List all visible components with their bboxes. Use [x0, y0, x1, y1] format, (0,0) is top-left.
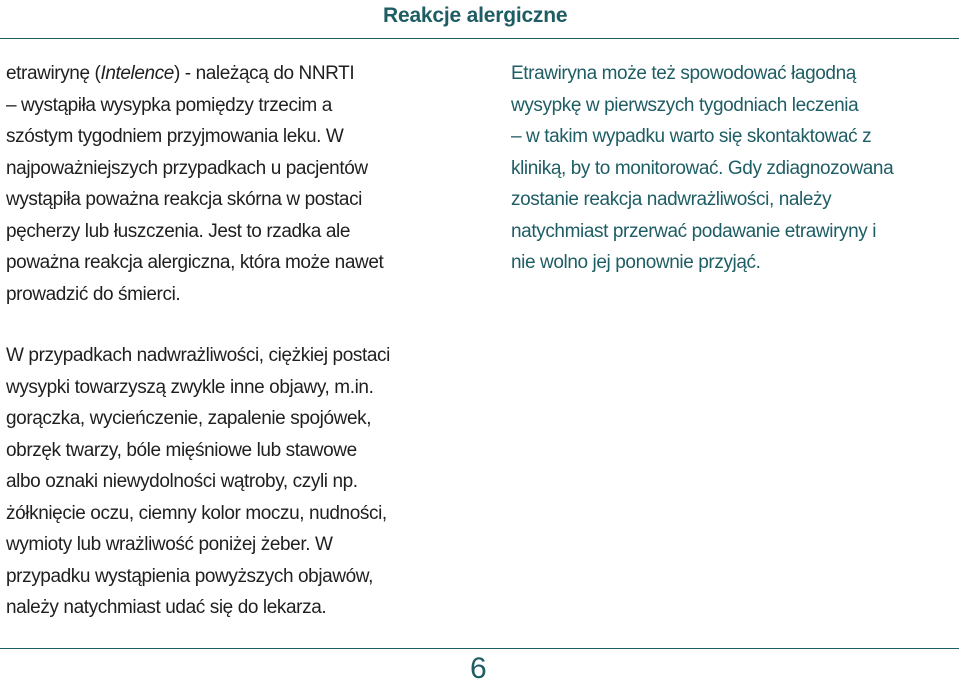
paragraph-line: natychmiast przerwać podawanie etrawiryny i — [511, 220, 877, 242]
brand-name: Intelence — [100, 63, 174, 84]
paragraph-line: – wystąpiła wysypka pomiędzy trzecim a — [6, 94, 332, 116]
paragraph-line: prowadzić do śmierci. — [6, 283, 181, 305]
line-text: etrawirynę ( — [6, 63, 101, 84]
paragraph-line: zostanie reakcja nadwrażliwości, należy — [511, 189, 832, 210]
paragraph-line: – w takim wypadku warto się skontaktować z — [511, 126, 872, 147]
paragraph-line: W przypadkach nadwrażliwości, ciężkiej postaci — [6, 345, 390, 366]
paragraph-line: poważna reakcja alergiczna, która może nawet — [6, 252, 384, 273]
paragraph-line: Etrawiryna może też spowodować łagodną — [511, 63, 856, 84]
paragraph-line: obrzęk twarzy, bóle mięśniowe lub stawowe — [6, 439, 357, 461]
line-text: ) - należącą do NNRTI — [173, 63, 355, 84]
page-title: Reakcje alergiczne — [383, 4, 568, 27]
right-paragraph — [511, 58, 893, 279]
footer-divider — [0, 648, 959, 649]
paragraph-line: wymioty lub wrażliwość poniżej żeber. W — [6, 534, 333, 555]
paragraph-line — [6, 58, 383, 90]
paragraph-line: albo oznaki niewydolności wątroby, czyli np. — [6, 471, 358, 492]
paragraph-line: pęcherzy lub łuszczenia. Jest to rzadka ale — [6, 220, 350, 242]
paragraph-line: szóstym tygodniem przyjmowania leku. W — [6, 126, 344, 147]
page-number: 6 — [470, 652, 487, 685]
paragraph-line: gorączka, wycieńczenie, zapalenie spojówek, — [6, 408, 372, 429]
paragraph-line: należy natychmiast udać się do lekarza. — [6, 597, 327, 618]
paragraph-line: żółknięcie oczu, ciemny kolor moczu, nudności, — [6, 502, 387, 524]
paragraph-line: wysypki towarzyszą zwykle inne objawy, m.in. — [6, 376, 374, 398]
paragraph-line: wysypkę w pierwszych tygodniach leczenia — [511, 94, 859, 116]
paragraph-line: kliniką, by to monitorować. Gdy zdiagnozowana — [511, 157, 894, 179]
paragraph-line: wystąpiła poważna reakcja skórna w postaci — [6, 189, 362, 210]
left-paragraph — [6, 58, 383, 310]
bottom-paragraph — [6, 340, 390, 624]
header-divider — [0, 38, 959, 39]
paragraph-line: przypadku wystąpienia powyższych objawów, — [6, 565, 373, 587]
paragraph-line: nie wolno jej ponownie przyjąć. — [511, 252, 761, 273]
paragraph-line: najpoważniejszych przypadkach u pacjentów — [6, 157, 368, 179]
